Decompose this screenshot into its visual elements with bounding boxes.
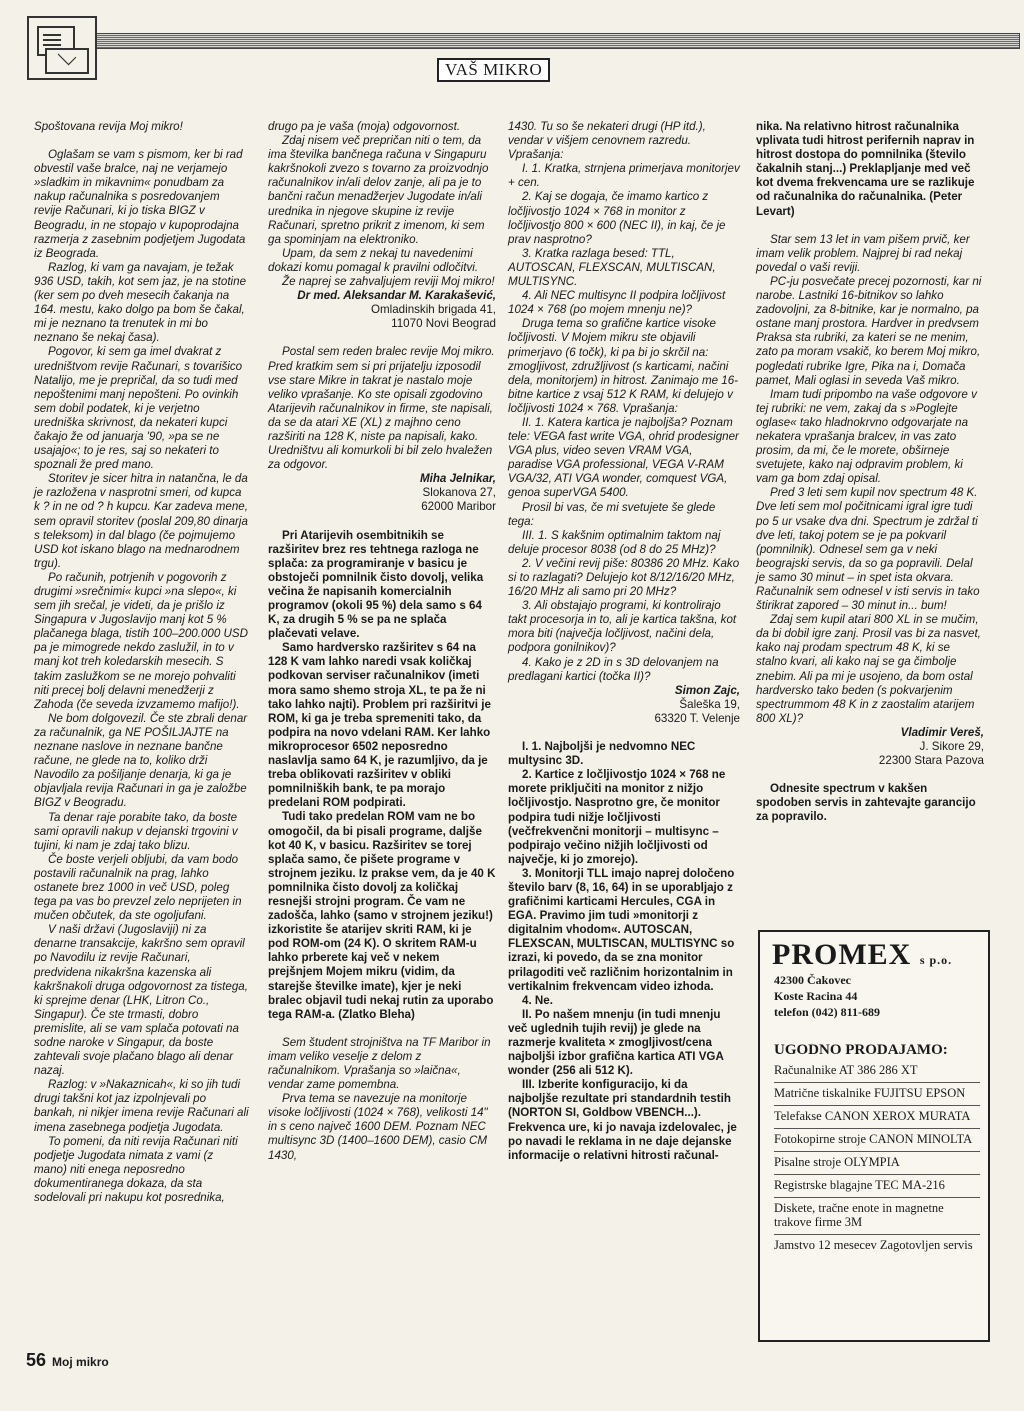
paragraph: Ta denar raje porabite tako, da boste sami opravili nakup v dejanski trgovini v tujini, ki nam je zdaj tako blizu.	[34, 810, 238, 852]
paragraph: Če boste verjeli obljubi, da vam bodo postavili računalnik na prag, lahko ostanete brez 1000 in več USD, poleg tega pa vas bo prevzel zelo neprijeten in mučen občutek, da ste ogoljufani.	[34, 852, 242, 923]
paragraph: Star sem 13 let in vam pišem prvič, ker imam velik problem. Najprej bi rad nekaj povedal o vaši reviji.	[756, 232, 970, 274]
paragraph: III. 1. S kakšnim optimalnim taktom naj deluje procesor 8038 (od 8 do 25 MHz)?	[508, 528, 721, 556]
paragraph: PC-ju posvečate precej pozornosti, kar ni narobe. Lastniki 16-bitnikov so lahko zadovoljni, za 8-bitnike, kar je normalno, pa ostane manj prostora. Hardver in predvsem Praksa sta rubriki, za kateri se ne menim, zato pa moram vsakič, ko berem Moj mikro, pogledati rubrike Igre, Pika na i, Domača pamet, Mali oglasi in seveda Vaš mikro.	[756, 274, 982, 387]
signature-address: Slokanova 27,	[422, 486, 496, 500]
answer-paragraph: I. 1. Najboljši je nedvomno NEC multysinc 3D.	[508, 740, 696, 768]
column-4	[756, 120, 984, 825]
paragraph: Upam, da sem z nekaj tu navedenimi dokazi komu pomagal k pravilni odločitvi.	[268, 246, 479, 274]
paragraph: II. 1. Katera kartica je najboljša? Poznam tele: VEGA fast write VGA, ohrid prodesigner VGA plus, video seven VRAM VGA, paradise VGA professional, VEGA V-RAM VGA/32, ATI VGA wonder, comquest VGA, genoa superVGA 5400.	[508, 415, 739, 500]
paragraph: To pomeni, da niti revija Računari niti podjetje Jugodata nimata z vami (z mano) niti enega neposredno dokumentiranega dokaza, da sta sodelovali pri nakupu kot posrednika,	[34, 1134, 238, 1205]
column-2	[268, 120, 496, 1163]
paragraph: 2. Kaj se dogaja, če imamo kartico z ločljivostjo 1024 × 768 in monitor z ločljivostjo 800 × 600 (NEC II), in kaj, če je prav nasprotno?	[508, 190, 726, 246]
ad-product-item: Pisalne stroje OLYMPIA	[774, 1151, 980, 1174]
magazine-name: Moj mikro	[52, 1355, 109, 1369]
page-number: 56	[26, 1350, 47, 1370]
paragraph: Pogovor, ki sem ga imel dvakrat z uredništvom revije Računari, s tovarišico Natalijo, me je prepričal, da so tudi med nepoštenimi manj nepošteni. Po ovinkih sem dobil podatek, ki je verjetno uredniška skrivnost, da nekateri kupci čakajo že od januarja '90, »pa se ne usajajo«; to je res, saj so nekateri to spoznali že pred mano.	[34, 345, 243, 472]
ad-product-item: Fotokopirne stroje CANON MINOLTA	[774, 1128, 980, 1151]
paragraph: 2. V večini revij piše: 80386 20 MHz. Kako si to razlagati? Delujejo kot 8/12/16/20 MHz, 16/20 MHz ali samo pri 20 MHz?	[508, 556, 740, 599]
promex-advertisement	[758, 930, 990, 1342]
page-footer	[26, 1350, 109, 1371]
paragraph: 3. Ali obstajajo programi, ki kontrolirajo takt procesorja in to, ali je kartica takšna, kot mora biti (največja ločljivost, načini dela, podpora gonilnikov)?	[508, 599, 737, 655]
paragraph: Prva tema se navezuje na monitorje visoke ločljivosti (1024 × 768), velikosti 14" in s ceno največ 1600 DEM. Poznam NEC multisync 3D (1400–1600 DEM), casio CM 1430,	[268, 1092, 488, 1162]
ad-product-item: Registrske blagajne TEC MA-216	[774, 1174, 980, 1197]
signature-address: Šaleška 19,	[679, 697, 740, 711]
paragraph: Sem študent strojništva na TF Maribor in imam veliko veselje z delom z računalnikom. Vprašanja so »laična«, vendar zame pomembna.	[268, 1035, 491, 1092]
ad-product-item: Matrične tiskalnike FUJITSU EPSON	[774, 1082, 980, 1105]
ad-product-item: Telefakse CANON XEROX MURATA	[774, 1105, 980, 1128]
ad-phone: telefon (042) 811-689	[774, 1005, 880, 1019]
paragraph: 4. Ali NEC multisync II podpira ločljivost 1024 × 768 (po mojem mnenju ne)?	[508, 289, 726, 317]
ad-address	[774, 972, 880, 1020]
paragraph: I. 1. Kratka, strnjena primerjava monitorjev + cen.	[508, 162, 740, 190]
paragraph: Razlog, ki vam ga navajam, je težak 936 USD, takih, kot sem jaz, je na stotine (ker sem po dveh mesecih čakanja na 164. mestu, kako dolgo pa bom še čakal, mi je neznano ta trenutek in mi bo neznano še nekaj časa).	[34, 260, 247, 345]
answer-paragraph: 3. Monitorji TLL imajo naprej določeno število barv (8, 16, 64) in se uporabljajo z grafičnimi karticami Hercules, CGA in EGA. Pravimo jim tudi »monitorji z digitalnim vhodom«. AUTOSCAN, FLEXSCAN, MULTISCAN, MULTISYNC so izrazi, ki povedo, da se zna monitor prilagoditi več različnim horizontalnim in vertikalnim frekvencam video izhoda.	[508, 866, 735, 993]
paragraph: 3. Kratka razlaga besed: TTL, AUTOSCAN, FLEXSCAN, MULTISCAN, MULTISYNC.	[508, 246, 716, 289]
paragraph: Druga tema so grafične kartice visoke ločljivosti. V Mojem mikru ste objavili primerjavo (6 točk), ki pa bi jo skrčil na: zmogljivost, združljivost (s karticami, načini dela, monitorjem) in hitrost. Zanimajo me 16-bitne kartice z vsaj 512 K RAM, ki delujejo v ločljivosti 1024 × 768. Vprašanja:	[508, 317, 739, 415]
paragraph: Že naprej se zahvaljujem reviji Moj mikro!	[282, 275, 495, 289]
signature-name: Vladimir Vereš,	[900, 725, 984, 739]
answer-paragraph: Samo hardversko razširitev s 64 na 128 K vam lahko naredi vsak količkaj podkovan serviser računalnikov (imeti mora samo shemo stroja XL, te pa že ni tako lahko najti). Problem pri razširitvi je ROM, ki ga je treba spremeniti tako, da podpira na novo vdelani RAM. Ker lahko mikroprocesor 6502 neposredno naslavlja samo 64 K, je razumljivo, da je treba oblikovati razširitev v obliki pomnilniških bank, te pa morajo predelani ROM podpirati.	[268, 641, 491, 810]
paragraph: Storitev je sicer hitra in natančna, le da je razložena v nasprotni smeri, od kupca k ? in ne od ? h kupcu. Kar zadeva mene, sem opravil storitev (poslal 209,80 dinarja s teleksom) in dal blago (če pojmujemo USD kot iskano blago na mednarodnem trgu).	[34, 472, 248, 570]
signature-name: Miha Jelnikar,	[419, 472, 496, 486]
column-3	[508, 120, 740, 1163]
paragraph: 1430. Tu so še nekateri drugi (HP itd.), vendar v višjem cenovnem razredu. Vprašanja:	[508, 120, 706, 162]
ad-heading: UGODNO PRODAJAMO:	[774, 1042, 948, 1058]
paragraph: Zdaj nisem več prepričan niti o tem, da ima številka bančnega računa v Singapuru kakršnokoli zvezo s tovarno za proizvodnjo računalnikov in/ali delov zanje, ali pa je to bančni račun menadžerjev Jugodate in/ali urednika in njegove skupine iz revije Računari, spretno prikrit z imenom, ki sem ga spominjam na elektroniko.	[268, 134, 489, 246]
paragraph: Ne bom dolgovezil. Če ste zbrali denar za računalnik, ga NE POŠILJAJTE na neznane naslove in neznane bančne račune, ne glede na to, koliko drži Navodilo za pošiljanje denarja, ki ga je objavljala revija Računari in ga je založbe BIGZ v Beogradu.	[34, 711, 248, 810]
header-band	[28, 33, 1020, 49]
ad-product-item: Diskete, tračne enote in magnetne trakove firme 3M	[774, 1197, 980, 1234]
paragraph: Postal sem reden bralec revije Moj mikro. Pred kratkim sem si pri prijatelju izposodil vse stare Mikre in takrat je nastalo moje veliko vprašanje. Ko ste opisali zgodovino Atarijevih računalnikov in firme, ste napisali, da se da atari XE (XL) z majhno ceno razširiti na 128 K, niste pa napisali, kako. Uredništvu ali komurkoli bi bil zelo hvaležen za odgovor.	[268, 345, 495, 472]
paragraph: Zdaj sem kupil atari 800 XL in se mučim, da bi dobil igre zanj. Prosil vas bi za nasvet, kako naj prodam spectrum 48 K, ki se stalno kvari, ali kako naj se ga čimbolje znebim. Ali pa mi je usojeno, da bom ostal hardversko tako beden (s pokvarjenim spectrummom 48 K in z zaostalim atarijem 800 XL)?	[756, 613, 981, 725]
paragraph: Pred 3 leti sem kupil nov spectrum 48 K. Dve leti sem mol počitnicami igral igre tudi po 5 ur vsake dva dni. Spectrum je zdržal ti dve leti, takoj potem se je pa pokvaril (pomnilnik). Odnesel sem ga v neki beograjski servis, da so ga popravili. Delal je samo 30 minut – in spet ista okvara. Računalnik sem odnesel v isti servis in tako štirikrat zapored – 30 minut in... bum!	[756, 486, 980, 613]
answer-paragraph: nika. Na relativno hitrost računalnika vplivata tudi hitrost perifernih naprav in hitrost dostopa do pomnilnika (število čakalnih stanj...) Preklapljanje med več kot dvema frekvencama ure se razlikuje od računalnika do računalnika. (Peter Levart)	[756, 120, 975, 218]
paragraph: Oglašam se vam s pismom, ker bi rad obvestil vaše bralce, naj ne verjamejo »sladkim in mikavnim« ponudbam za nakup računalnika s posredovanjem revije Računari, ki jo tiska BIGZ v Beogradu, in ne stopajo v kupoprodajna razmerja z zasebnim podjetjem Jugodata iz Beograda.	[34, 148, 246, 260]
paragraph: Prosil bi vas, če mi svetujete še glede tega:	[508, 500, 716, 528]
letter-greeting: Spoštovana revija Moj mikro!	[34, 120, 183, 133]
ad-product-item: Računalnike AT 386 286 XT	[774, 1063, 918, 1077]
section-title: VAŠ MIKRO	[437, 58, 550, 82]
paragraph: 4. Kako je z 2D in s 3D delovanjem na predlagani kartici (točka II)?	[508, 655, 719, 683]
signature-address: 22300 Stara Pazova	[878, 754, 984, 768]
column-1	[34, 120, 249, 1205]
ad-address-line: 42300 Čakovec	[774, 973, 851, 987]
ad-suffix: s p.o.	[919, 953, 953, 967]
answer-paragraph: Pri Atarijevih osembitnikih se razširitev brez res tehtnega razloga ne splača: za programiranje v basicu je obstoječi pomnilnik čisto dovolj, velika večina že napisanih komercialnih programov (okoli 95 %) dela samo s 64 K, za drugih 5 % se pa ne splača plačevati velave.	[268, 528, 484, 641]
answer-paragraph: 2. Kartice z ločljivostjo 1024 × 768 ne morete priključiti na monitor z nižjo ločljivostjo. Nasprotno gre, če monitor podpira tudi nižje ločljivosti (večfrekvenčni monitorji – multisync – podpirajo večino nižjih ločljivosti od največje, ki jo zmorejo).	[508, 768, 726, 866]
signature-address: 62000 Maribor	[421, 500, 496, 514]
paragraph: V naši državi (Jugoslaviji) ni za denarne transakcije, kakršno sem opravil po Navodilu iz revije Računari, predvidena nikakršna kazenska ali kakršnakoli druga odgovornost za tistega, ki sprejme denar (LHK, Litron Co., Singapur). Če ste trmasti, dobro premislite, ali se vam splača potovati na sodne naroke v Singapur, da boste zahtevali svoje plačano blago ali denar nazaj.	[34, 923, 248, 1078]
ad-name: PROMEX	[772, 938, 912, 971]
answer-paragraph: II. Po našem mnenju (in tudi mnenju več uglednih tujih revij) je glede na razmerje kvaliteta × zmogljivost/cena najboljši izbor grafična kartica ATI VGA wonder (256 ali 512 K).	[508, 1007, 724, 1078]
signature-address: Omladinskih brigada 41,	[370, 303, 496, 317]
signature-address: 63320 T. Velenje	[654, 711, 740, 725]
ad-company-name	[772, 938, 952, 972]
answer-paragraph: Tudi tako predelan ROM vam ne bo omogočil, da bi pisali programe, daljše kot 40 K, v basicu. Razširitev se torej splača samo, če pišete programe v strojnem jeziku. Iz prakse vem, da je 40 K pomnilnika čisto dovolj za količkaj resnejši strojni program. Če vam ne zadošča, lahko (samo v strojnem jeziku!) izkoristite še atarijev skriti RAM, ki je pod ROM-om (24 K). O skritem RAM-u lahko prberete kaj več v nekem prejšnjem Mojem mikru (vidim, da starejše številke imate), kjer je neki bralec objavil tudi nekaj rutin za uporabo tega RAM-a. (Zlatko Bleha)	[268, 810, 496, 1021]
ad-product-item: Jamstvo 12 mesecev Zagotovljen servis	[774, 1234, 980, 1257]
answer-paragraph: 4. Ne.	[522, 993, 553, 1007]
letters-mail-icon	[27, 16, 97, 80]
answer-paragraph: III. Izberite konfiguracijo, ki da najboljše rezultate pri standardnih testih (NORTON SI, Goldbow VBENCH...). Frekvenca ure, ki jo navaja izdelovalec, je po navadi le reklama in ne daje dejanske informacije o relativni hitrosti računal-	[508, 1078, 737, 1162]
answer-paragraph: Odnesite spectrum v kakšen spodoben servis in zahtevajte garancijo za popravilo.	[756, 782, 976, 824]
signature-name: Dr med. Aleksandar M. Karakašević,	[297, 289, 496, 303]
signature-name: Simon Zajc,	[674, 683, 740, 697]
paragraph: Razlog: v »Nakaznicah«, ki so jih tudi drugi takšni kot jaz izpolnjevali po bankah, ni nikjer imena revije Računari ali imena zasebnega podjetja Jugodata.	[34, 1078, 249, 1134]
paragraph: Po računih, potrjenih v pogovorih z drugimi »srečnimi« kupci »na slepo«, ki sem jih srečal, je videti, da je prišlo iz Singapura v Jugoslavijo manj kot 5 % plačanega blaga, tistih 100–200.000 USD pa je mimogrede nekdo zaslužil, in to v manj kot treh koledarskih mesecih. S takim zaslužkom se ne morejo pohvaliti niti precej bolj delavni menedžerji z Zahoda (če seveda izvzamemo mafijo!).	[34, 570, 248, 711]
signature-address: J. Sikore 29,	[919, 740, 984, 754]
ad-address-line: Koste Racina 44	[774, 989, 858, 1003]
ad-product-list	[774, 1060, 980, 1257]
signature-address: 11070 Novi Beograd	[391, 317, 496, 331]
paragraph: drugo pa je vaša (moja) odgovornost.	[268, 120, 461, 133]
paragraph: Imam tudi pripombo na vaše odgovore v tej rubriki: ne vem, zakaj da s »Poglejte oglase« tako hladnokrvno odgovarjate na nekatera vprašanja bralcev, in vas zato prosim, da mi, če le morete, obširneje svetujete, kako naj odpravim problem, ki vam ga bom zdaj opisal.	[756, 387, 977, 486]
